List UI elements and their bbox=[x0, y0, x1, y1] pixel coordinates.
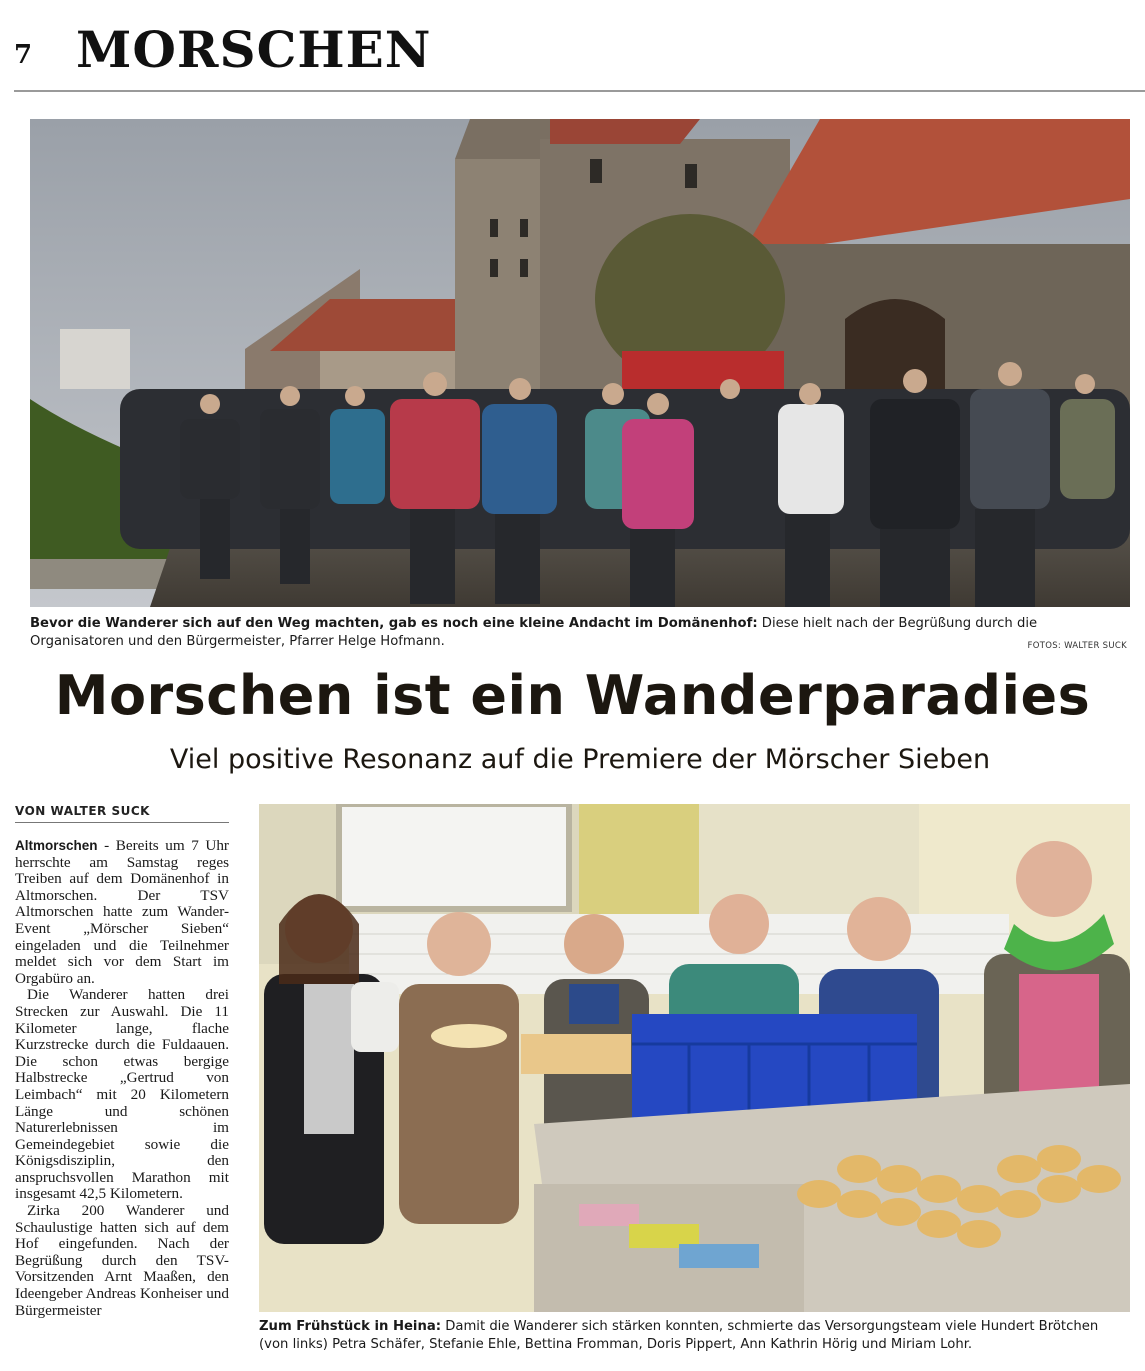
photo2-caption bbox=[259, 1318, 1130, 1354]
header-rule bbox=[14, 90, 1145, 92]
page-number: 7 bbox=[14, 40, 33, 70]
article-body bbox=[15, 838, 229, 1319]
article-paragraph: Zirka 200 Wanderer und Schaulustige hatten sich auf dem Hof eingefunden. Nach der Begrüßung durch den TSV-Vorsitzenden Arnt Maaßen, den Ideengeber Andreas Konheiser und Bürgermeister bbox=[15, 1202, 229, 1319]
photo1-caption-bold: Bevor die Wanderer sich auf den Weg machten, gab es noch eine kleine Andacht im Domänenhof: bbox=[30, 616, 758, 631]
photo2-caption-text: Damit die Wanderer sich stärken konnten, schmierte das Versorgungsteam viele Hundert Brötchen (von links) Petra Schäfer, Stefanie Ehle, Bettina Fromman, Doris Pippert, Ann Kathrin Hörig und Miriam Lohr. bbox=[259, 1319, 1099, 1352]
photo-credit: FOTOS: WALTER SUCK bbox=[1027, 641, 1127, 651]
paragraph-1-text: - Bereits um 7 Uhr herrschte am Samstag reges Treiben auf dem Domänenhof in Altmorschen. Der TSV Altmorschen hatte zum Wander-Event „Mörscher Sieben“ eingeladen und die Teilnehmer meldet sich vor dem Start im Orgabüro an. bbox=[15, 837, 229, 987]
article-paragraph: Die Wanderer hatten drei Strecken zur Auswahl. Die 11 Kilometer lange, flache Kurzstrecke durch die Fuldaauen. Die schon etwas bergige Halbstrecke „Gertrud von Leimbach“ mit 20 Kilometern Länge und schönen Naturerlebnissen im Gemeindegebiet sowie die Königsdisziplin, den anspruchsvollen Marathon mit insgesamt 42,5 Kilometern. bbox=[15, 986, 229, 1203]
hikers-courtyard-photo bbox=[30, 119, 1130, 607]
article-paragraph bbox=[15, 838, 229, 987]
article-subheadline: Viel positive Resonanz auf die Premiere der Mörscher Sieben bbox=[169, 744, 991, 775]
article-headline: Morschen ist ein Wanderparadies bbox=[54, 664, 1091, 727]
kitchen-team-photo bbox=[259, 804, 1130, 1312]
photo1-caption-text: Diese hielt nach der Begrüßung durch die Organisatoren und den Bürgermeister, Pfarrer Helge Hofmann. bbox=[30, 616, 1038, 649]
byline-rule bbox=[15, 822, 229, 823]
byline: VON WALTER SUCK bbox=[15, 804, 150, 818]
section-title: MORSCHEN bbox=[76, 20, 432, 79]
photo2-caption-bold: Zum Frühstück in Heina: bbox=[259, 1319, 442, 1334]
dateline: Altmorschen bbox=[15, 838, 98, 853]
photo1-caption bbox=[30, 615, 1130, 651]
